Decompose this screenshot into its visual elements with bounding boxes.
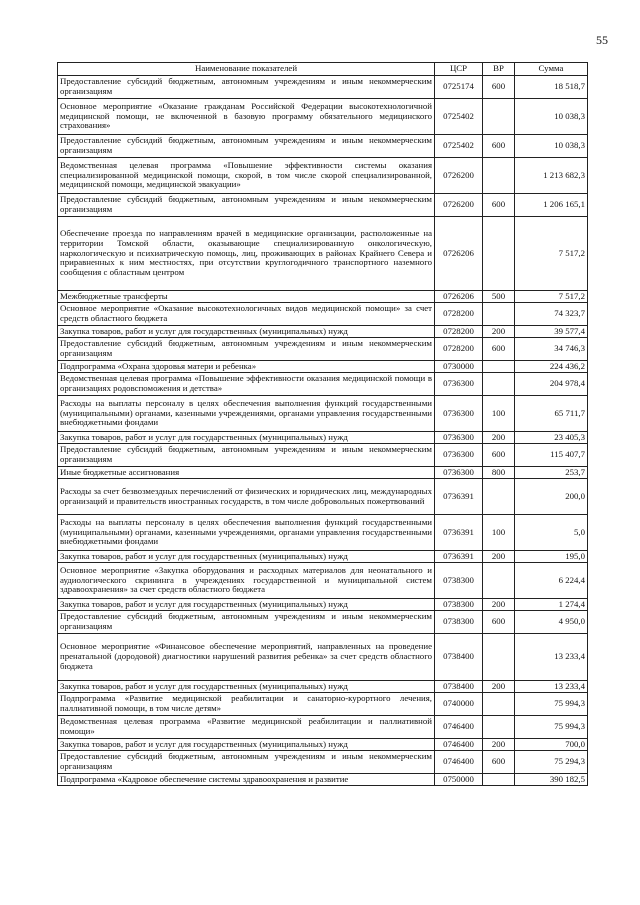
row-vr: 600 <box>483 611 515 634</box>
table-row <box>58 396 588 432</box>
row-vr: 600 <box>483 194 515 217</box>
row-name: Предоставление субсидий бюджетным, автономным учреждениям и иным некоммерческим организациям <box>58 444 435 467</box>
row-code: 0736300 <box>435 373 483 396</box>
row-code: 0728200 <box>435 338 483 361</box>
row-name: Межбюджетные трансферты <box>58 291 435 303</box>
row-name: Закупка товаров, работ и услуг для государственных (муниципальных) нужд <box>58 326 435 338</box>
row-sum: 115 407,7 <box>515 444 588 467</box>
row-sum: 74 323,7 <box>515 303 588 326</box>
header-name: Наименование показателей <box>58 63 435 76</box>
table-row <box>58 76 588 99</box>
table-row <box>58 739 588 751</box>
table-row <box>58 444 588 467</box>
row-name: Предоставление субсидий бюджетным, автономным учреждениям и иным некоммерческим организациям <box>58 751 435 774</box>
page-number: 55 <box>596 33 608 47</box>
row-sum: 34 746,3 <box>515 338 588 361</box>
row-name: Расходы на выплаты персоналу в целях обеспечения выполнения функций государственными (муниципальными) органами, казенными учреждениями, органами управления государственными внебюджетными фондами <box>58 515 435 551</box>
row-vr: 600 <box>483 751 515 774</box>
row-code: 0738400 <box>435 634 483 681</box>
row-sum: 39 577,4 <box>515 326 588 338</box>
table-header-row <box>58 63 588 76</box>
row-code: 0736300 <box>435 396 483 432</box>
row-vr: 200 <box>483 599 515 611</box>
budget-table <box>57 62 588 786</box>
row-code: 0738300 <box>435 611 483 634</box>
row-sum: 5,0 <box>515 515 588 551</box>
table-body <box>58 76 588 786</box>
row-name: Подпрограмма «Развитие медицинской реабилитации и санаторно-курортного лечения, паллиативной помощи, в том числе детям» <box>58 693 435 716</box>
row-code: 0738300 <box>435 599 483 611</box>
row-name: Основное мероприятие «Финансовое обеспечение мероприятий, направленных на проведение пренатальной (дородовой) диагностики нарушений развития ребенка» за счет средств областного бюджета <box>58 634 435 681</box>
row-sum: 224 436,2 <box>515 361 588 373</box>
row-sum: 7 517,2 <box>515 291 588 303</box>
table-row <box>58 563 588 599</box>
row-name: Закупка товаров, работ и услуг для государственных (муниципальных) нужд <box>58 551 435 563</box>
row-code: 0736391 <box>435 551 483 563</box>
row-sum: 390 182,5 <box>515 774 588 786</box>
row-sum: 253,7 <box>515 467 588 479</box>
row-vr: 200 <box>483 432 515 444</box>
row-name: Закупка товаров, работ и услуг для государственных (муниципальных) нужд <box>58 599 435 611</box>
row-sum: 10 038,3 <box>515 135 588 158</box>
row-name: Предоставление субсидий бюджетным, автономным учреждениям и иным некоммерческим организациям <box>58 338 435 361</box>
table-row <box>58 326 588 338</box>
row-sum: 700,0 <box>515 739 588 751</box>
row-sum: 13 233,4 <box>515 681 588 693</box>
table-row <box>58 338 588 361</box>
row-name: Подпрограмма «Кадровое обеспечение системы здравоохранения и развитие <box>58 774 435 786</box>
row-name: Основное мероприятие «Закупка оборудования и расходных материалов для неонатального и аудиологического скрининга в учреждениях государственной и муниципальной систем здравоохранения» за счет средств областного бюджета <box>58 563 435 599</box>
row-vr <box>483 99 515 135</box>
row-sum: 6 224,4 <box>515 563 588 599</box>
row-vr: 200 <box>483 681 515 693</box>
row-name: Предоставление субсидий бюджетным, автономным учреждениям и иным некоммерческим организациям <box>58 611 435 634</box>
row-code: 0746400 <box>435 751 483 774</box>
row-sum: 13 233,4 <box>515 634 588 681</box>
row-sum: 10 038,3 <box>515 99 588 135</box>
table-row <box>58 611 588 634</box>
row-code: 0738300 <box>435 563 483 599</box>
row-sum: 75 994,3 <box>515 716 588 739</box>
row-code: 0736300 <box>435 444 483 467</box>
row-name: Обеспечение проезда по направлениям врачей в медицинские организации, расположенные на территории Томской области, оказывающие специализированную онкологическую, наркологическую и психиатрическую помощь, лиц, проживающих в районах Крайнего Севера и приравненных к ним местностях, при отсутствии круглогодичного транспортного наземного сообщения с областным центром <box>58 217 435 291</box>
row-name: Ведомственная целевая программа «Повышение эффективности оказания медицинской помощи в организациях родовспоможения и детства» <box>58 373 435 396</box>
row-vr <box>483 634 515 681</box>
row-code: 0746400 <box>435 716 483 739</box>
table-row <box>58 693 588 716</box>
row-code: 0736300 <box>435 432 483 444</box>
row-vr <box>483 361 515 373</box>
row-code: 0736300 <box>435 467 483 479</box>
row-vr <box>483 158 515 194</box>
row-code: 0726200 <box>435 194 483 217</box>
table-row <box>58 681 588 693</box>
row-sum: 7 517,2 <box>515 217 588 291</box>
row-vr: 600 <box>483 76 515 99</box>
row-vr <box>483 563 515 599</box>
row-vr <box>483 303 515 326</box>
row-code: 0725402 <box>435 99 483 135</box>
row-vr: 100 <box>483 396 515 432</box>
row-sum: 195,0 <box>515 551 588 563</box>
table-row <box>58 99 588 135</box>
row-vr: 200 <box>483 551 515 563</box>
row-vr <box>483 693 515 716</box>
table-row <box>58 303 588 326</box>
row-code: 0738400 <box>435 681 483 693</box>
table-row <box>58 751 588 774</box>
row-sum: 75 994,3 <box>515 693 588 716</box>
row-vr <box>483 774 515 786</box>
row-vr <box>483 373 515 396</box>
row-sum: 200,0 <box>515 479 588 515</box>
row-code: 0726206 <box>435 291 483 303</box>
row-name: Закупка товаров, работ и услуг для государственных (муниципальных) нужд <box>58 432 435 444</box>
row-vr: 600 <box>483 444 515 467</box>
row-code: 0736391 <box>435 515 483 551</box>
row-sum: 75 294,3 <box>515 751 588 774</box>
row-vr: 200 <box>483 326 515 338</box>
table-row <box>58 361 588 373</box>
row-code: 0728200 <box>435 303 483 326</box>
table-row <box>58 373 588 396</box>
row-code: 0728200 <box>435 326 483 338</box>
row-code: 0726206 <box>435 217 483 291</box>
row-sum: 65 711,7 <box>515 396 588 432</box>
row-vr: 500 <box>483 291 515 303</box>
row-name: Предоставление субсидий бюджетным, автономным учреждениям и иным некоммерческим организациям <box>58 76 435 99</box>
row-name: Ведомственная целевая программа «Развитие медицинской реабилитации и паллиативной помощи» <box>58 716 435 739</box>
row-code: 0726200 <box>435 158 483 194</box>
table-row <box>58 135 588 158</box>
table-row <box>58 194 588 217</box>
row-code: 0725174 <box>435 76 483 99</box>
table-row <box>58 551 588 563</box>
row-vr <box>483 716 515 739</box>
row-vr <box>483 217 515 291</box>
row-name: Основное мероприятие «Оказание гражданам Российской Федерации высокотехнологичной медицинской помощи, не включенной в базовую программу обязательного медицинского страхования» <box>58 99 435 135</box>
row-code: 0730000 <box>435 361 483 373</box>
table-row <box>58 599 588 611</box>
row-sum: 18 518,7 <box>515 76 588 99</box>
row-name: Расходы на выплаты персоналу в целях обеспечения выполнения функций государственными (муниципальными) органами, казенными учреждениями, органами управления государственными внебюджетными фондами <box>58 396 435 432</box>
row-name: Предоставление субсидий бюджетным, автономным учреждениям и иным некоммерческим организациям <box>58 135 435 158</box>
table-row <box>58 217 588 291</box>
row-name: Иные бюджетные ассигнования <box>58 467 435 479</box>
row-vr: 200 <box>483 739 515 751</box>
row-name: Расходы за счет безвозмездных перечислений от физических и юридических лиц, международных организаций и правительств иностранных государств, в том числе добровольных пожертвований <box>58 479 435 515</box>
table-row <box>58 467 588 479</box>
row-sum: 1 274,4 <box>515 599 588 611</box>
table-row <box>58 515 588 551</box>
row-sum: 204 978,4 <box>515 373 588 396</box>
row-vr: 800 <box>483 467 515 479</box>
row-vr <box>483 479 515 515</box>
row-code: 0725402 <box>435 135 483 158</box>
header-sum: Сумма <box>515 63 588 76</box>
row-code: 0740000 <box>435 693 483 716</box>
table-row <box>58 774 588 786</box>
row-name: Закупка товаров, работ и услуг для государственных (муниципальных) нужд <box>58 681 435 693</box>
row-vr: 100 <box>483 515 515 551</box>
row-sum: 1 206 165,1 <box>515 194 588 217</box>
row-vr: 600 <box>483 338 515 361</box>
row-code: 0746400 <box>435 739 483 751</box>
row-sum: 23 405,3 <box>515 432 588 444</box>
row-sum: 1 213 682,3 <box>515 158 588 194</box>
table-row <box>58 479 588 515</box>
row-code: 0736391 <box>435 479 483 515</box>
row-name: Закупка товаров, работ и услуг для государственных (муниципальных) нужд <box>58 739 435 751</box>
header-code: ЦСР <box>435 63 483 76</box>
row-name: Подпрограмма «Охрана здоровья матери и ребенка» <box>58 361 435 373</box>
row-sum: 4 950,0 <box>515 611 588 634</box>
row-name: Основное мероприятие «Оказание высокотехнологичных видов медицинской помощи» за счет средств областного бюджета <box>58 303 435 326</box>
header-vr: ВР <box>483 63 515 76</box>
row-vr: 600 <box>483 135 515 158</box>
table-row <box>58 634 588 681</box>
row-name: Ведомственная целевая программа «Повышение эффективности системы оказания специализированной медицинской помощи, скорой, в том числе скорой специализированной, медицинской помощи, медицинской эвакуации» <box>58 158 435 194</box>
table-row <box>58 158 588 194</box>
table-row <box>58 291 588 303</box>
row-name: Предоставление субсидий бюджетным, автономным учреждениям и иным некоммерческим организациям <box>58 194 435 217</box>
row-code: 0750000 <box>435 774 483 786</box>
table-row <box>58 716 588 739</box>
table-row <box>58 432 588 444</box>
